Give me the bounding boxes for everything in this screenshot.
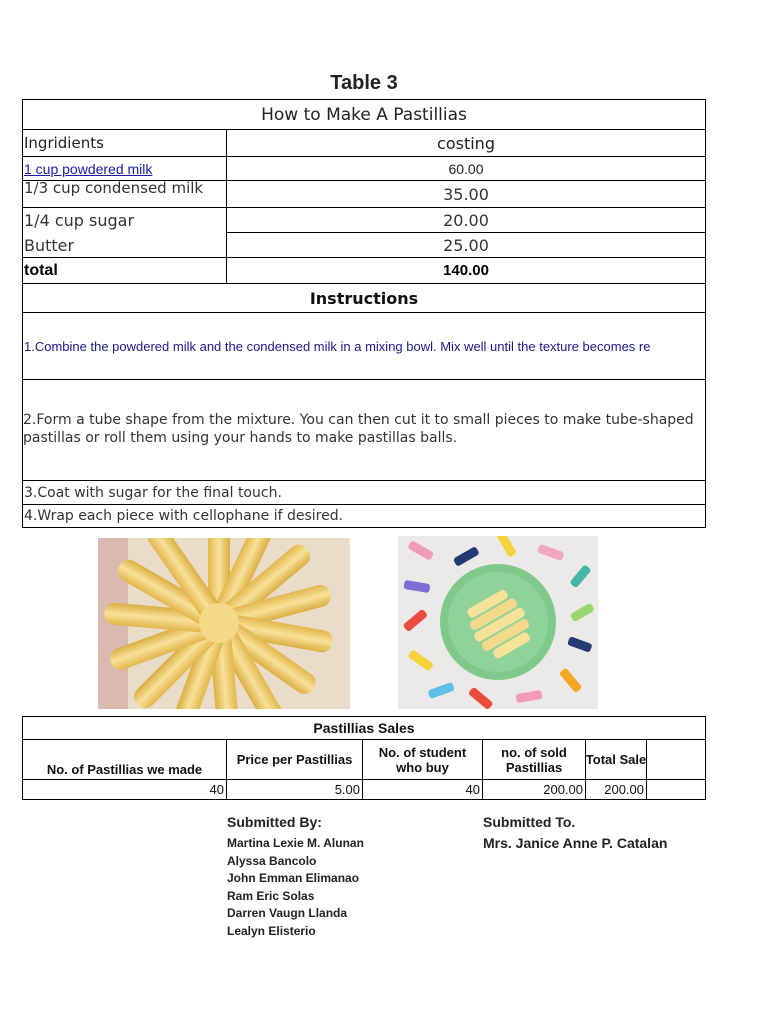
student-name: John Emman Elimanao (227, 871, 360, 886)
table-title: Table 3 (330, 72, 398, 94)
sales-header-students: No. of student who buy (362, 739, 483, 780)
sales-header-price: Price per Pastillias (226, 739, 363, 780)
ingredient-sugar: 1/4 cup sugar (22, 207, 227, 233)
total-value: 140.00 (226, 257, 706, 284)
submitted-to-label: Submitted To. (483, 814, 576, 830)
costing-header: costing (226, 129, 706, 157)
instructions-header: Instructions (22, 283, 706, 313)
student-name: Lealyn Elisterio (227, 923, 316, 938)
sales-title: Pastillias Sales (22, 716, 706, 740)
wrapped-candies-photo (398, 536, 598, 709)
pastillas-tubes-photo (98, 538, 350, 709)
sales-value-made: 40 (22, 779, 227, 800)
pastillas-tubes-illustration (98, 538, 350, 709)
student-name: Alyssa Bancolo (227, 853, 317, 868)
sales-value-students: 40 (362, 779, 483, 800)
teacher-name: Mrs. Janice Anne P. Catalan (483, 835, 668, 851)
ingredient-powdered-milk[interactable]: 1 cup powdered milk (22, 156, 227, 181)
recipe-title: How to Make A Pastillias (22, 99, 706, 130)
sales-empty-value (646, 779, 706, 800)
instruction-step-3: 3.Coat with sugar for the final touch. (22, 480, 706, 505)
sales-empty-header (646, 739, 706, 780)
submitted-by-label: Submitted By: (227, 814, 322, 830)
ingredients-header: Ingridients (22, 129, 227, 157)
instruction-step-2-cell (22, 379, 706, 481)
wrapped-candies-illustration (398, 536, 598, 709)
cost-condensed-milk: 35.00 (226, 180, 706, 208)
instruction-step-4: 4.Wrap each piece with cellophane if desired. (22, 504, 706, 528)
student-name: Ram Eric Solas (227, 888, 315, 903)
student-name: Darren Vaugn Llanda (227, 906, 348, 921)
student-name: Martina Lexie M. Alunan (227, 836, 364, 850)
sales-header-made: No. of Pastillias we made (22, 739, 227, 780)
sales-header-sold: no. of sold Pastillias (482, 739, 586, 780)
ingredient-condensed-milk: 1/3 cup condensed milk (22, 180, 227, 208)
cost-sugar: 20.00 (226, 207, 706, 233)
cost-butter: 25.00 (226, 232, 706, 258)
submitted-by-names (227, 835, 364, 941)
sales-header-total: Total Sale (585, 739, 647, 780)
instruction-step-2: 2.Form a tube shape from the mixture. You can then cut it to small pieces to make tube-shaped pastillas or roll them using your hands to make pastillas balls. (23, 412, 694, 446)
total-label: total (22, 257, 227, 284)
sales-value-price: 5.00 (226, 779, 363, 800)
ingredient-butter: Butter (22, 232, 227, 258)
instruction-step-1: 1.Combine the powdered milk and the condensed milk in a mixing bowl. Mix well until the texture becomes re (22, 312, 706, 380)
sales-value-total: 200.00 (585, 779, 647, 800)
sales-value-sold: 200.00 (482, 779, 586, 800)
cost-powdered-milk: 60.00 (226, 156, 706, 181)
